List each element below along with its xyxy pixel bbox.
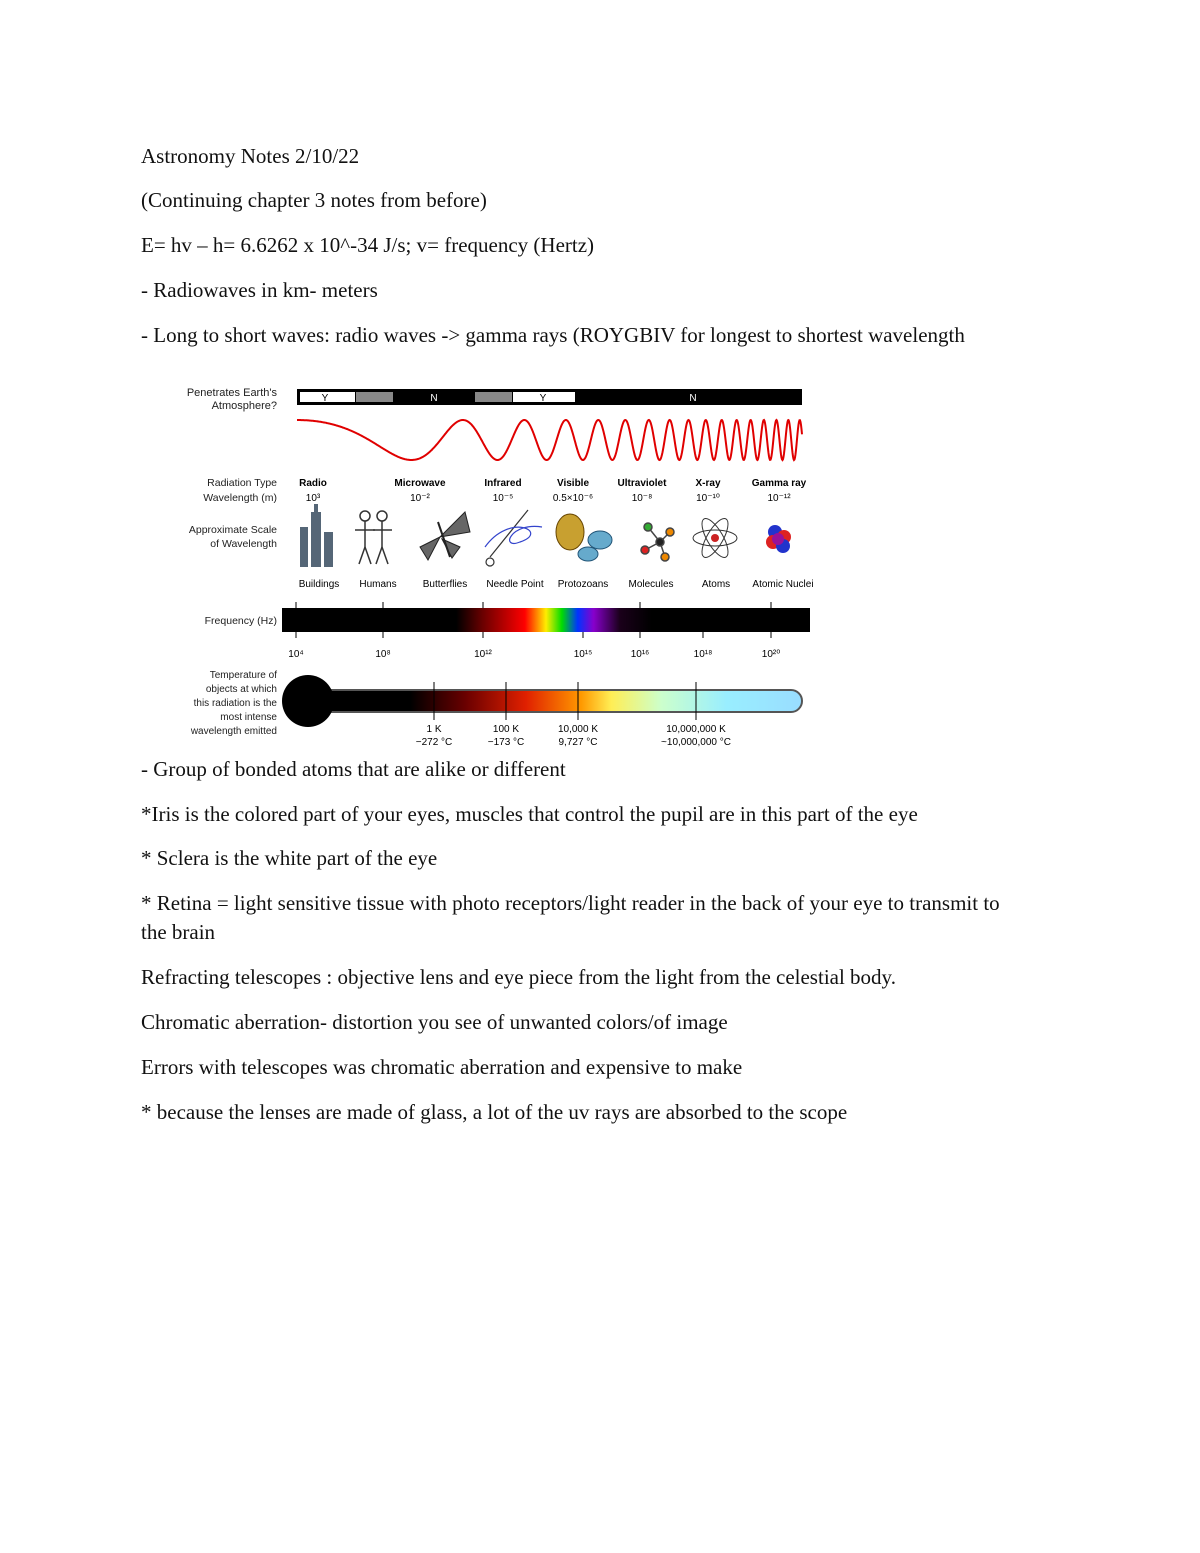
note-line: E= hv – h= 6.6262 x 10^-34 J/s; v= frequency (Hertz) — [141, 233, 595, 257]
temperature-c: −173 °C — [487, 737, 525, 748]
atmosphere-label: N — [430, 393, 438, 404]
temperature-k: 1 K — [426, 724, 442, 735]
temperature-k: 10,000,000 K — [666, 724, 726, 735]
radiation-type: Ultraviolet — [617, 478, 667, 489]
penetrates-label: Penetrates Earth's — [186, 387, 277, 399]
atmosphere-label: Y — [321, 393, 329, 404]
temperature-c: ~10,000,000 °C — [661, 737, 731, 748]
note-line: * because the lenses are made of glass, a lot of the uv rays are absorbed to the scope — [141, 1100, 848, 1124]
buildings-icon — [300, 504, 333, 567]
frequency-tick-label: 10¹⁵ — [573, 649, 593, 660]
temperature-label: most intense — [220, 712, 277, 723]
thermometer-bulb — [282, 675, 334, 727]
radiation-type: Infrared — [484, 478, 522, 489]
wave-icon — [297, 420, 802, 460]
note-line: (Continuing chapter 3 notes from before) — [141, 188, 487, 212]
frequency-tick-label: 10⁴ — [288, 649, 304, 660]
note-line: Chromatic aberration- distortion you see of unwanted colors/of image — [141, 1010, 728, 1034]
protozoans-icon — [556, 514, 612, 561]
wavelength-value: 0.5×10⁻⁶ — [552, 493, 594, 504]
needle-point-icon — [485, 510, 542, 566]
note-line: - Long to short waves: radio waves -> gamma rays (ROYGBIV for longest to shortest wavelength — [141, 323, 965, 347]
temperature-c: 9,727 °C — [558, 737, 598, 748]
frequency-tick-label: 10²⁰ — [761, 649, 781, 660]
frequency-tick-label: 10¹² — [474, 649, 492, 660]
scale-name: Atoms — [701, 579, 731, 590]
penetrates-label: Atmosphere? — [211, 400, 277, 412]
note-line: * Retina = light sensitive tissue with photo receptors/light reader in the back of your eye to transmit to the brain — [141, 891, 1000, 944]
title: Astronomy Notes 2/10/22 — [141, 144, 360, 168]
note-line: Errors with telescopes was chromatic aberration and expensive to make — [141, 1055, 743, 1079]
radiation-type: Microwave — [394, 478, 446, 489]
thermometer-tube — [300, 690, 802, 712]
scale-name: Molecules — [628, 579, 674, 590]
temperature-c: −272 °C — [415, 737, 453, 748]
temperature-k: 10,000 K — [557, 724, 599, 735]
radiation-type: Visible — [556, 478, 590, 489]
temperature-label: Temperature of — [209, 670, 277, 681]
molecules-icon — [641, 523, 674, 561]
scale-name: Atomic Nuclei — [752, 579, 814, 590]
frequency-tick-label: 10¹⁸ — [693, 649, 713, 660]
wavelength-value: 10⁻⁸ — [631, 493, 653, 504]
frequency-tick-label: 10¹⁶ — [630, 649, 650, 660]
scale-label: Approximate Scale — [188, 524, 277, 536]
radiation-type: X-ray — [695, 478, 721, 489]
wavelength-value: 10³ — [305, 493, 321, 504]
radiation-type: Radio — [299, 478, 327, 489]
electromagnetic-spectrum-figure — [170, 382, 820, 750]
scale-name: Humans — [359, 579, 397, 590]
radiation-type-label: Radiation Type — [207, 477, 277, 489]
scale-name: Needle Point — [486, 579, 544, 590]
wavelength-label: Wavelength (m) — [203, 492, 277, 504]
atomic-nucleus-icon — [766, 525, 791, 553]
wavelength-value: 10⁻⁵ — [492, 493, 514, 504]
frequency-bar — [282, 608, 810, 632]
atmosphere-label: N — [689, 393, 697, 404]
scale-label: of Wavelength — [210, 538, 277, 550]
wavelength-value: 10⁻¹² — [767, 493, 791, 504]
note-line: *Iris is the colored part of your eyes, muscles that control the pupil are in this part of the eye — [141, 802, 918, 826]
atmosphere-segment-gray — [475, 392, 512, 402]
atmosphere-segment-gray — [356, 392, 393, 402]
note-line: - Group of bonded atoms that are alike or different — [141, 757, 566, 781]
atmosphere-label: Y — [539, 393, 547, 404]
frequency-tick-label: 10⁸ — [375, 649, 391, 660]
temperature-label: objects at which — [205, 684, 277, 695]
wavelength-value: 10⁻¹⁰ — [696, 493, 720, 504]
frequency-label: Frequency (Hz) — [204, 615, 277, 627]
temperature-label: this radiation is the — [193, 698, 277, 709]
scale-name: Protozoans — [557, 579, 609, 590]
temperature-k: 100 K — [492, 724, 520, 735]
temperature-label: wavelength emitted — [190, 726, 277, 737]
humans-icon — [355, 511, 392, 564]
atom-icon — [693, 515, 737, 561]
butterfly-icon — [420, 512, 470, 560]
wavelength-value: 10⁻² — [410, 493, 430, 504]
note-line: * Sclera is the white part of the eye — [141, 846, 438, 870]
note-line: - Radiowaves in km- meters — [141, 278, 378, 302]
radiation-type: Gamma ray — [751, 478, 807, 489]
note-line: Refracting telescopes : objective lens and eye piece from the light from the celestial body. — [141, 965, 896, 989]
scale-name: Buildings — [298, 579, 340, 590]
scale-name: Butterflies — [422, 579, 468, 590]
